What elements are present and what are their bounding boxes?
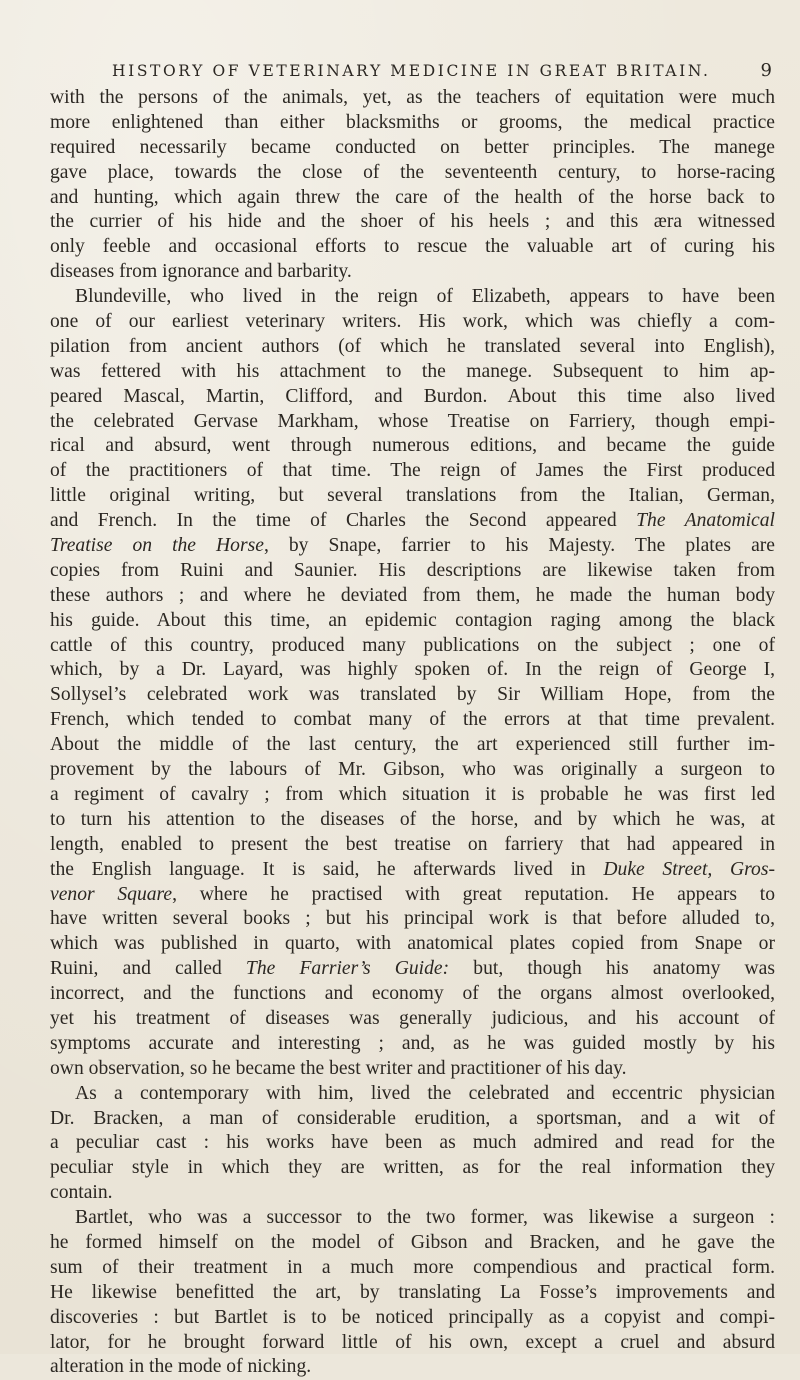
line-text: one of our earliest veterinary writers. His work, which was chiefly a com-: [50, 311, 775, 333]
text-line: [50, 982, 775, 1007]
line-text: the English language. It is said, he afterwards lived in: [50, 858, 604, 880]
text-line: [50, 1057, 775, 1082]
text-line: [50, 161, 775, 186]
text-line: [50, 808, 775, 833]
line-text: peculiar style in which they are written, as for the real information they: [50, 1157, 775, 1179]
line-text: alteration in the mode of nicking.: [50, 1356, 312, 1378]
text-line: [50, 1007, 775, 1032]
text-line: [50, 758, 775, 783]
text-line: [50, 609, 775, 634]
line-text: length, enabled to present the best treatise on farriery that had appeared in: [50, 833, 775, 855]
text-line: [50, 1156, 775, 1181]
body-text: [50, 86, 775, 1380]
line-text: with the persons of the animals, yet, as the teachers of equitation were much: [50, 87, 775, 108]
text-line: [50, 783, 775, 808]
text-line: [50, 1256, 775, 1281]
text-line: [50, 883, 775, 908]
line-text: gave place, towards the close of the seventeenth century, to horse-racing: [50, 161, 775, 183]
text-line: [50, 833, 775, 858]
line-text: only feeble and occasional efforts to rescue the valuable art of curing his: [50, 236, 775, 258]
line-text: provement by the labours of Mr. Gibson, who was originally a surgeon to: [50, 759, 775, 781]
text-line: [50, 1306, 775, 1331]
text-line: [50, 484, 775, 509]
text-line: [50, 1107, 775, 1132]
line-text: have written several books ; but his principal work is that before alluded to,: [50, 908, 775, 930]
line-text: About the middle of the last century, the art experienced still further im-: [50, 734, 775, 756]
line-text: contain.: [50, 1182, 113, 1204]
line-text: of the practitioners of that time. The reign of James the First produced: [50, 460, 775, 482]
line-text: Dr. Bracken, a man of considerable erudition, a sportsman, and a wit of: [50, 1107, 775, 1129]
text-line: [50, 310, 775, 335]
text-line: [50, 111, 775, 136]
text-line: [50, 733, 775, 758]
line-text: more enlightened than either blacksmiths or grooms, the medical practice: [50, 111, 775, 133]
text-line: [50, 1281, 775, 1306]
line-text: was fettered with his attachment to the manege. Subsequent to him ap-: [50, 360, 775, 382]
text-line: [50, 1206, 775, 1231]
text-line: [50, 434, 775, 459]
text-line: [50, 136, 775, 161]
line-text: , where he practised with great reputation. He appears to: [172, 883, 775, 905]
line-text: his guide. About this time, an epidemic contagion raging among the black: [50, 609, 775, 631]
text-line: [50, 285, 775, 310]
text-line: [50, 210, 775, 235]
line-text: and hunting, which again threw the care of the health of the horse back to: [50, 186, 775, 208]
text-line: [50, 1331, 775, 1356]
line-text: the celebrated Gervase Markham, whose Treatise on Farriery, though empi-: [50, 410, 775, 432]
line-text: Bartlet, who was a successor to the two former, was likewise a surgeon :: [75, 1207, 775, 1229]
line-text: but, though his anatomy was: [449, 958, 775, 980]
line-text: to turn his attention to the diseases of the horse, and by which he was, at: [50, 808, 775, 830]
line-text: pilation from ancient authors (of which he translated several into English),: [50, 335, 775, 357]
text-line: [50, 1231, 775, 1256]
text-line: [50, 932, 775, 957]
text-line: [50, 634, 775, 659]
text-line: [50, 385, 775, 410]
running-header: [112, 62, 772, 86]
italic-text: venor Square: [50, 883, 173, 905]
text-line: [50, 1082, 775, 1107]
italic-text: Treatise on the Horse: [50, 535, 264, 557]
line-text: Sollysel’s celebrated work was translated by Sir William Hope, from the: [50, 684, 775, 706]
line-text: and French. In the time of Charles the Second appeared: [50, 510, 637, 532]
line-text: rical and absurd, went through numerous editions, and became the guide: [50, 435, 775, 457]
line-text: incorrect, and the functions and economy of the organs almost overlooked,: [50, 983, 775, 1005]
text-line: [50, 335, 775, 360]
line-text: cattle of this country, produced many publications on the subject ; one of: [50, 634, 775, 656]
text-line: [50, 186, 775, 211]
text-line: [50, 260, 775, 285]
text-line: [50, 1355, 775, 1380]
text-line: [50, 658, 775, 683]
text-line: [50, 683, 775, 708]
line-text: these authors ; and where he deviated from them, he made the human body: [50, 584, 775, 606]
line-text: discoveries : but Bartlet is to be noticed principally as a copyist and compi-: [50, 1306, 775, 1328]
line-text: He likewise benefitted the art, by translating La Fosse’s improvements and: [50, 1281, 775, 1303]
line-text: a regiment of cavalry ; from which situation it is probable he was first led: [50, 783, 775, 805]
line-text: sum of their treatment in a much more compendious and practical form.: [50, 1256, 775, 1278]
line-text: required necessarily became conducted on better principles. The manege: [50, 136, 775, 158]
text-line: [50, 1131, 775, 1156]
line-text: which was published in quarto, with anatomical plates copied from Snape or: [50, 933, 775, 955]
line-text: little original writing, but several translations from the Italian, German,: [50, 485, 775, 507]
text-line: [50, 957, 775, 982]
line-text: French, which tended to combat many of the errors at that time prevalent.: [50, 709, 775, 731]
italic-text: Duke Street, Gros-: [603, 858, 775, 880]
text-line: [50, 459, 775, 484]
line-text: lator, for he brought forward little of his own, except a cruel and absurd: [50, 1331, 775, 1353]
line-text: which, by a Dr. Layard, was highly spoken of. In the reign of George I,: [50, 659, 775, 681]
text-line: [50, 360, 775, 385]
line-text: a peculiar cast : his works have been as much admired and read for the: [50, 1132, 775, 1154]
text-line: [50, 1032, 775, 1057]
line-text: As a contemporary with him, lived the celebrated and eccentric physician: [75, 1082, 775, 1104]
text-line: [50, 1181, 775, 1206]
text-line: [50, 410, 775, 435]
line-text: , by Snape, farrier to his Majesty. The plates are: [263, 535, 775, 557]
line-text: the currier of his hide and the shoer of his heels ; and this æra witnessed: [50, 211, 775, 233]
line-text: copies from Ruini and Saunier. His descriptions are likewise taken from: [50, 559, 775, 581]
line-text: peared Mascal, Martin, Clifford, and Burdon. About this time also lived: [50, 385, 775, 407]
line-text: he formed himself on the model of Gibson and Bracken, and he gave the: [50, 1231, 775, 1253]
italic-text: The Farrier’s Guide:: [245, 958, 450, 980]
text-line: [50, 708, 775, 733]
text-line: [50, 534, 775, 559]
line-text: symptoms accurate and interesting ; and, as he was guided mostly by his: [50, 1032, 775, 1054]
text-line: [50, 86, 775, 111]
line-text: diseases from ignorance and barbarity.: [50, 261, 352, 283]
header-title: HISTORY OF VETERINARY MEDICINE IN GREAT BRITAIN.: [112, 62, 711, 80]
page-number: 9: [760, 60, 772, 81]
text-line: [50, 235, 775, 260]
line-text: yet his treatment of diseases was generally judicious, and his account of: [50, 1007, 775, 1029]
text-line: [50, 509, 775, 534]
line-text: own observation, so he became the best writer and practitioner of his day.: [50, 1057, 627, 1079]
text-line: [50, 584, 775, 609]
line-text: Ruini, and called: [50, 958, 246, 980]
text-line: [50, 907, 775, 932]
text-line: [50, 858, 775, 883]
text-line: [50, 559, 775, 584]
line-text: Blundeville, who lived in the reign of Elizabeth, appears to have been: [75, 286, 775, 308]
italic-text: The Anatomical: [636, 510, 775, 532]
